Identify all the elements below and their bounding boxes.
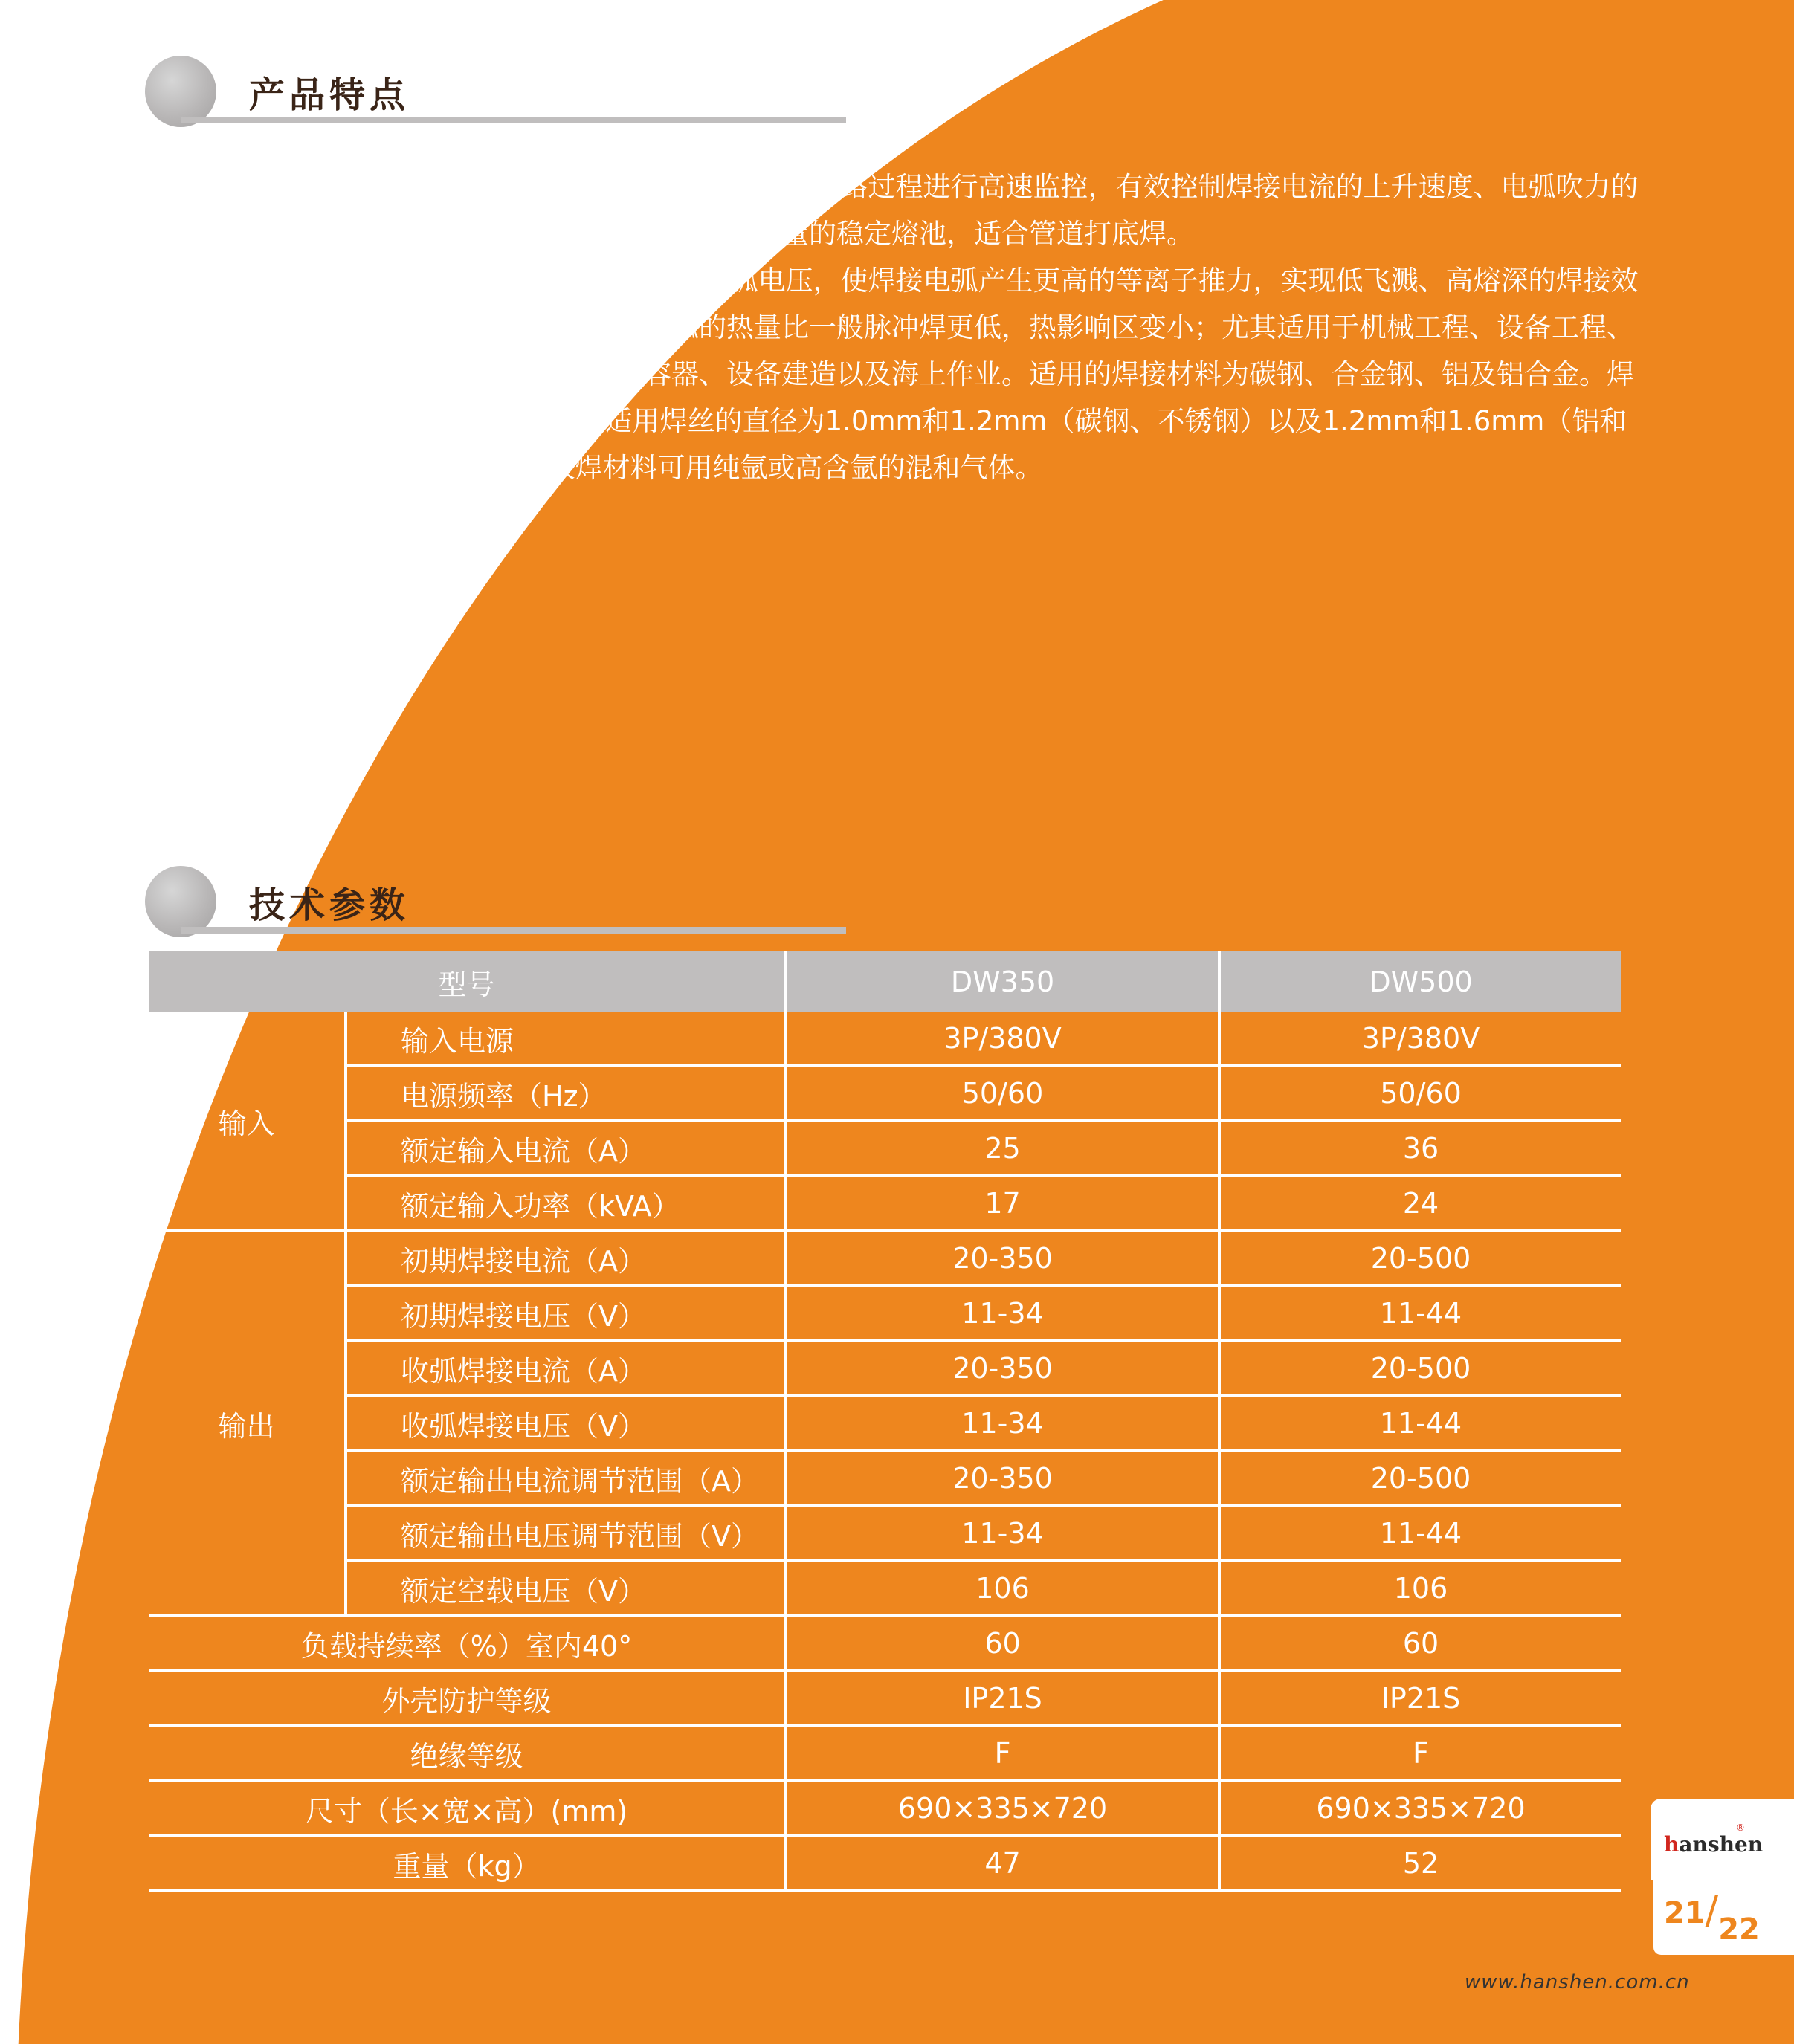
value-cell: 690×335×720 (786, 1781, 1219, 1836)
features-section-header (145, 56, 851, 130)
value-cell: 50/60 (786, 1066, 1219, 1121)
param-cell: 额定空载电压（V） (346, 1561, 786, 1616)
value-cell: IP21S (1219, 1671, 1621, 1726)
value-cell: 50/60 (1219, 1066, 1621, 1121)
value-cell: 11-34 (786, 1286, 1219, 1341)
value-cell: 52 (1219, 1836, 1621, 1891)
header-model-label: 型号 (149, 951, 786, 1012)
table-row (149, 1451, 1621, 1506)
value-cell: 106 (786, 1561, 1219, 1616)
logo-rest: anshen (1679, 1832, 1764, 1857)
value-cell: 24 (1219, 1176, 1621, 1231)
value-cell: 20-500 (1219, 1341, 1621, 1396)
table-row (149, 1726, 1621, 1781)
table-row (149, 1616, 1621, 1671)
table-row (149, 1012, 1621, 1066)
specs-section-header (145, 866, 851, 940)
page-total: 22 (1718, 1912, 1760, 1947)
param-cell: 初期焊接电压（V） (346, 1286, 786, 1341)
feature-item: 2、深透焊功能：通过降低喷射过渡的电弧电压，使焊接电弧产生更高的等离子推力，实现低飞溅、高熔深的焊接效果；同时电弧的指向性更好，电弧的热量比一般脉冲焊更低，热影响区变小；尤其适用于机械工程、设备工程、钢结构、造船业、容器、高压容器、设备建造以及海上作业。适用的焊接材料为碳钢、合金钢、铝及铝合金。焊材厚度一般在5mm以上。适用焊丝的直径为1.0mm和1.2mm（碳钢、不锈钢）以及1.2mm和1.6mm（铝和铝合金）。保护气根据被焊材料可用纯氩或高含氩的混和气体。 (245, 265, 1639, 484)
param-cell: 尺寸（长×宽×高）(mm) (149, 1781, 786, 1836)
value-cell: 11-34 (786, 1506, 1219, 1561)
value-cell: 11-34 (786, 1396, 1219, 1451)
header-model-dw350: DW350 (786, 951, 1219, 1012)
page-number (1664, 1888, 1760, 1947)
table-row (149, 1066, 1621, 1121)
value-cell: 20-350 (786, 1451, 1219, 1506)
value-cell: 11-44 (1219, 1506, 1621, 1561)
param-cell: 初期焊接电流（A） (346, 1231, 786, 1286)
table-row (149, 1176, 1621, 1231)
param-cell: 额定输出电流调节范围（A） (346, 1451, 786, 1506)
value-cell: 36 (1219, 1121, 1621, 1176)
value-cell: 3P/380V (786, 1012, 1219, 1066)
table-row (149, 1286, 1621, 1341)
features-list (245, 164, 1643, 491)
param-cell: 重量（kg） (149, 1836, 786, 1891)
value-cell: 47 (786, 1836, 1219, 1891)
value-cell: 690×335×720 (1219, 1781, 1621, 1836)
param-cell: 收弧焊接电流（A） (346, 1341, 786, 1396)
page-slash: / (1705, 1888, 1719, 1933)
hanshen-logo (1664, 1832, 1763, 1857)
param-cell: 电源频率（Hz） (346, 1066, 786, 1121)
value-cell: 25 (786, 1121, 1219, 1176)
value-cell: 17 (786, 1176, 1219, 1231)
table-row (149, 1341, 1621, 1396)
param-cell: 额定输出电压调节范围（V） (346, 1506, 786, 1561)
website-link[interactable]: www.hanshen.com.cn (1465, 1971, 1690, 1993)
param-cell: 收弧焊接电压（V） (346, 1396, 786, 1451)
table-row (149, 1671, 1621, 1726)
value-cell: 11-44 (1219, 1396, 1621, 1451)
table-row (149, 1836, 1621, 1891)
header-model-dw500: DW500 (1219, 951, 1621, 1012)
value-cell: F (786, 1726, 1219, 1781)
table-row (149, 1781, 1621, 1836)
param-cell: 额定输入电流（A） (346, 1121, 786, 1176)
table-row (149, 1121, 1621, 1176)
features-title: 产品特点 (249, 74, 410, 116)
registered-mark: ® (1736, 1823, 1745, 1833)
table-row (149, 1396, 1621, 1451)
table-row (149, 1231, 1621, 1286)
value-cell: 20-500 (1219, 1231, 1621, 1286)
logo-initial: h (1664, 1832, 1680, 1857)
table-row (149, 1506, 1621, 1561)
value-cell: 3P/380V (1219, 1012, 1621, 1066)
header-underline (181, 927, 846, 934)
output-group-label: 输出 (149, 1231, 346, 1616)
spec-table (149, 951, 1621, 1892)
value-cell: 11-44 (1219, 1286, 1621, 1341)
page-current: 21 (1664, 1896, 1706, 1930)
param-cell: 负载持续率（%）室内40° (149, 1616, 786, 1671)
value-cell: 106 (1219, 1561, 1621, 1616)
value-cell: 60 (786, 1616, 1219, 1671)
value-cell: F (1219, 1726, 1621, 1781)
value-cell: 20-500 (1219, 1451, 1621, 1506)
header-underline (181, 117, 846, 123)
param-cell: 额定输入功率（kVA） (346, 1176, 786, 1231)
specs-title: 技术参数 (249, 884, 410, 926)
param-cell: 绝缘等级 (149, 1726, 786, 1781)
feature-item: 1、根焊功能：全新的数字化处理办法，对焊丝短路过程进行高速监控，有效控制焊接电流的上升速度、电弧吹力的大小，熔滴过渡迅速且有规律，形成高质量的稳定熔池，适合管道打底焊。 (245, 171, 1639, 250)
value-cell: 60 (1219, 1616, 1621, 1671)
table-header-row (149, 951, 1621, 1012)
value-cell: IP21S (786, 1671, 1219, 1726)
input-group-label: 输入 (149, 1012, 346, 1231)
value-cell: 20-350 (786, 1231, 1219, 1286)
value-cell: 20-350 (786, 1341, 1219, 1396)
param-cell: 外壳防护等级 (149, 1671, 786, 1726)
param-cell: 输入电源 (346, 1012, 786, 1066)
table-row (149, 1561, 1621, 1616)
